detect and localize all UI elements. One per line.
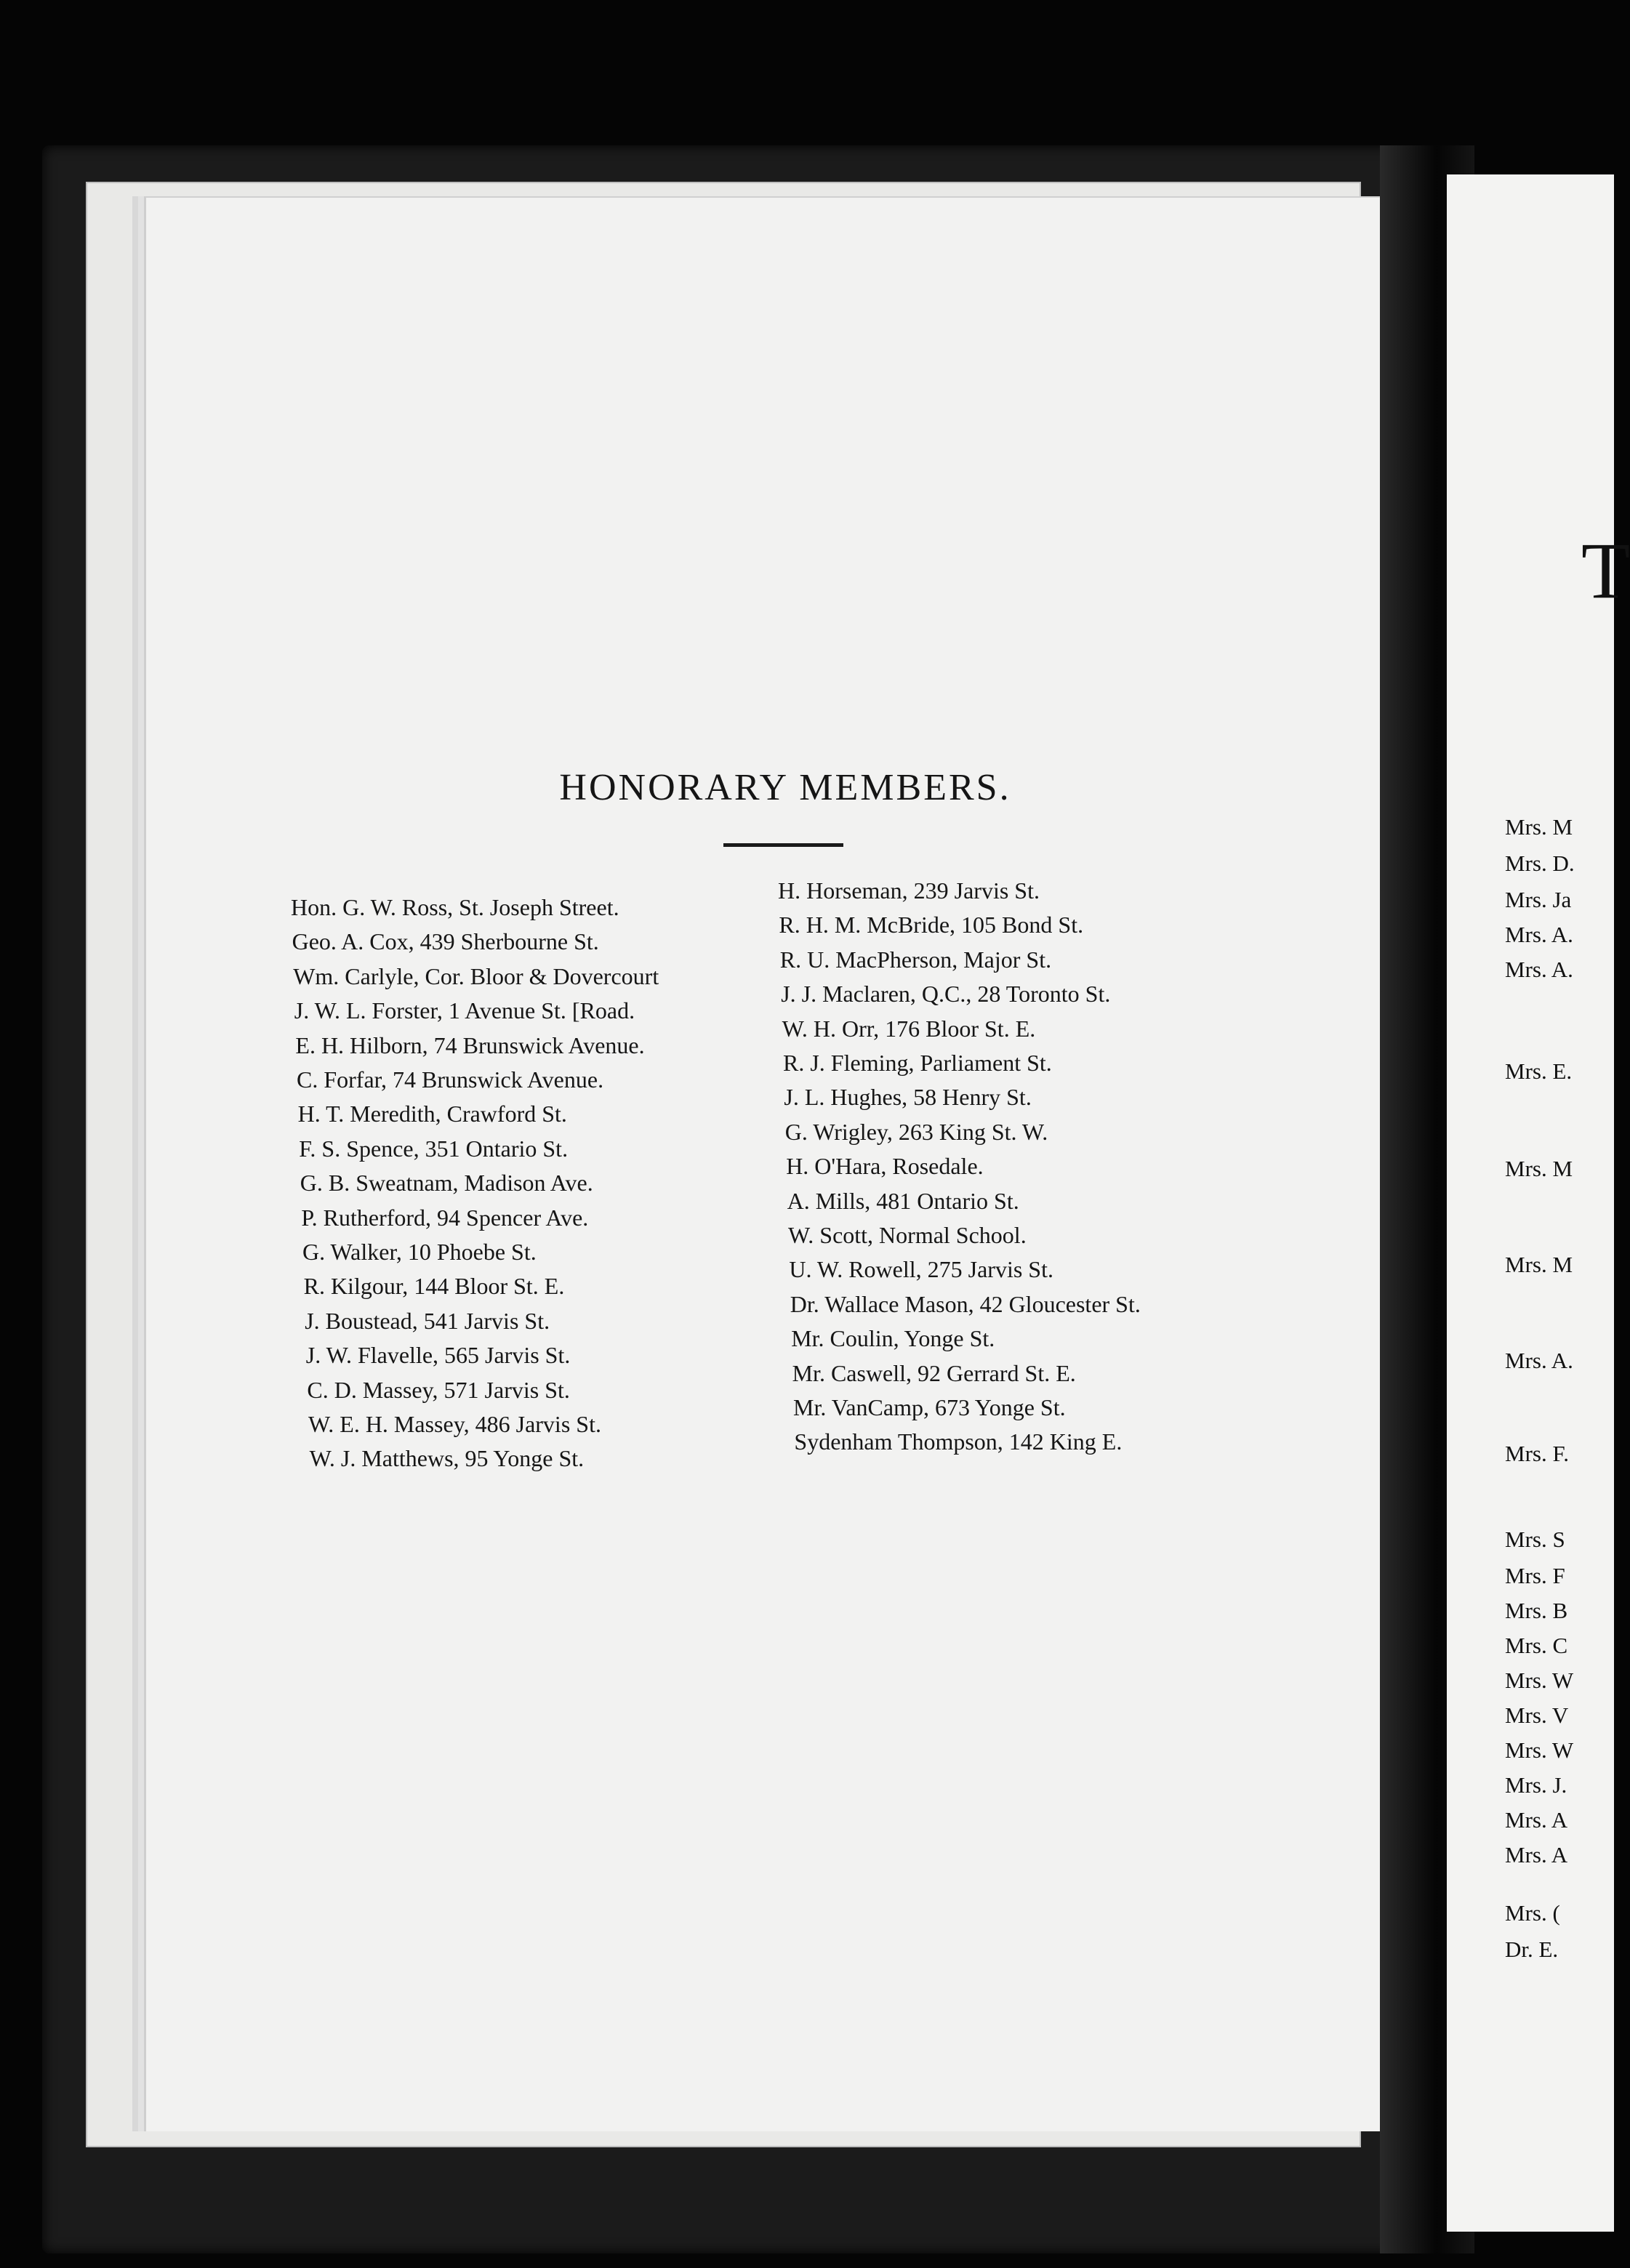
member-entry: Mr. VanCamp, 673 Yonge St. [793,1394,1066,1420]
member-entry: P. Rutherford, 94 Spencer Ave. [301,1204,589,1231]
member-entry: Hon. G. W. Ross, St. Joseph Street. [291,894,619,920]
facing-page-initial: T [1581,526,1630,615]
member-entry: Dr. Wallace Mason, 42 Gloucester St. [790,1290,1141,1317]
facing-page-line: Mrs. A. [1505,957,1573,982]
heading-rule [723,843,843,847]
member-entry: R. J. Fleming, Parliament St. [783,1050,1052,1076]
member-entry: W. E. H. Massey, 486 Jarvis St. [308,1411,601,1437]
facing-page-line: Mrs. D. [1505,850,1575,876]
member-entry: W. J. Matthews, 95 Yonge St. [309,1445,585,1472]
left-page [144,196,1382,2131]
member-entry: J. J. Maclaren, Q.C., 28 Toronto St. [781,981,1111,1008]
facing-page-line: Mrs. V [1505,1702,1569,1728]
member-entry: G. Walker, 10 Phoebe St. [302,1239,537,1265]
member-entry: R. H. M. McBride, 105 Bond St. [779,912,1084,938]
member-entry: E. H. Hilborn, 74 Brunswick Avenue. [295,1032,645,1058]
facing-page-line: Mrs. C [1505,1633,1568,1658]
facing-page-line: Dr. E. [1505,1937,1559,1962]
facing-page-line: Mrs. F [1505,1563,1565,1588]
member-entry: Mr. Caswell, 92 Gerrard St. E. [792,1359,1076,1386]
member-entry: J. W. Flavelle, 565 Jarvis St. [305,1342,571,1369]
facing-page-line: Mrs. F. [1505,1441,1569,1466]
member-entry: Wm. Carlyle, Cor. Bloor & Dovercourt [293,962,659,989]
member-entry: C. Forfar, 74 Brunswick Avenue. [297,1066,604,1093]
member-entry: U. W. Rowell, 275 Jarvis St. [789,1256,1053,1283]
facing-page-line: Mrs. A. [1505,1348,1573,1373]
facing-page-line: Mrs. W [1505,1668,1574,1693]
facing-page-line: Mrs. S [1505,1527,1565,1552]
member-entry: A. Mills, 481 Ontario St. [787,1187,1019,1214]
facing-page-line: Mrs. M [1505,1252,1573,1277]
facing-page-line: Mrs. Ja [1505,887,1572,912]
member-entry: J. L. Hughes, 58 Henry St. [784,1084,1032,1111]
member-entry: G. Wrigley, 263 King St. W. [784,1118,1048,1145]
member-entry: W. H. Orr, 176 Bloor St. E. [782,1015,1036,1042]
facing-page-line: Mrs. A [1505,1842,1568,1867]
facing-page-line: Mrs. M [1505,814,1573,840]
member-entry: C. D. Massey, 571 Jarvis St. [307,1376,570,1403]
facing-page-line: Mrs. ( [1505,1900,1560,1926]
member-entry: J. Boustead, 541 Jarvis St. [305,1307,550,1334]
member-entry: F. S. Spence, 351 Ontario St. [299,1135,569,1162]
member-entry: W. Scott, Normal School. [788,1222,1027,1248]
page-heading: HONORARY MEMBERS. [559,767,1011,808]
facing-page-line: Mrs. E. [1505,1058,1573,1084]
member-entry: Mr. Coulin, Yonge St. [791,1325,995,1352]
member-entry: Sydenham Thompson, 142 King E. [794,1428,1123,1455]
member-entry: R. Kilgour, 144 Bloor St. E. [303,1273,565,1300]
member-entry: H. O'Hara, Rosedale. [786,1153,984,1180]
member-entry: H. Horseman, 239 Jarvis St. [778,877,1040,904]
member-entry: H. T. Meredith, Crawford St. [297,1101,567,1127]
facing-page-line: Mrs. J. [1505,1772,1567,1798]
facing-page-line: Mrs. B [1505,1598,1568,1623]
facing-page-line: Mrs. A. [1505,922,1573,947]
member-entry: R. U. MacPherson, Major St. [779,946,1052,973]
member-entry: G. B. Sweatnam, Madison Ave. [300,1170,593,1197]
facing-page-line: Mrs. W [1505,1737,1574,1763]
facing-page-line: Mrs. A [1505,1807,1568,1833]
member-entry: J. W. L. Forster, 1 Avenue St. [Road. [294,997,635,1024]
facing-page-line: Mrs. M [1505,1156,1573,1181]
member-entry: Geo. A. Cox, 439 Sherbourne St. [292,928,599,955]
